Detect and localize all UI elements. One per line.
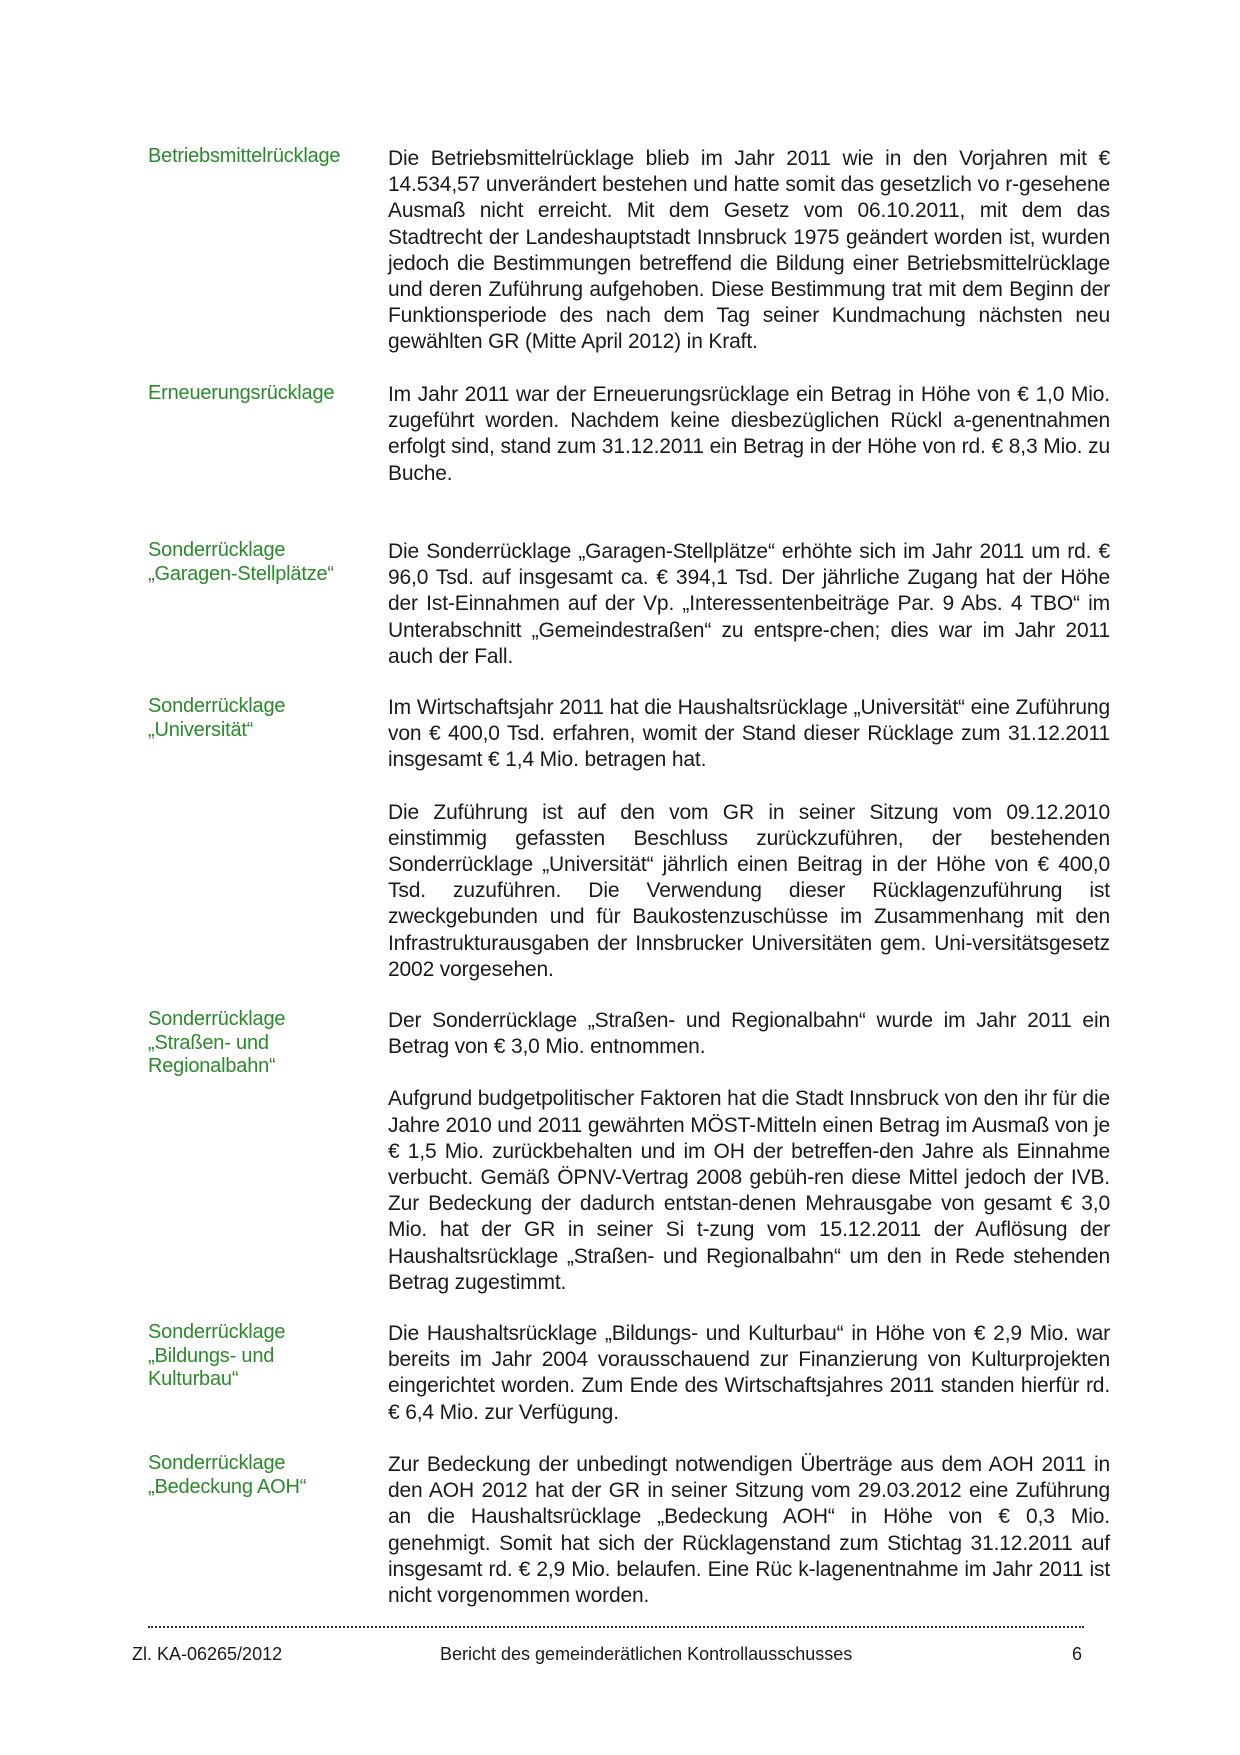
paragraph: Die Haushaltsrücklage „Bildungs- und Kulturbau“ in Höhe von € 2,9 Mio. war bereits im Jahr 2004 vorausschauend zur Finanzierung von Kulturprojekten eingerichtet worden. Zum Ende des Wirtschaftsjahres 2011 standen hierfür rd. € 6,4 Mio. zur Verfügung. bbox=[388, 1322, 1110, 1424]
page-number: 6 bbox=[1072, 1644, 1083, 1664]
label-line: Sonderrücklage bbox=[148, 1452, 286, 1474]
section-label bbox=[148, 145, 378, 169]
section-body bbox=[388, 1452, 1110, 1635]
label-line: Sonderrücklage bbox=[148, 1321, 286, 1343]
paragraph: Im Wirtschaftsjahr 2011 hat die Haushaltsrücklage „Universität“ eine Zuführung von € 400,0 Tsd. erfahren, womit der Stand dieser Rücklage zum 31.12.2011 insgesamt € 1,4 Mio. betragen hat. bbox=[388, 696, 1110, 772]
label-line: Erneuerungsrücklage bbox=[148, 382, 335, 404]
section-body bbox=[388, 695, 1110, 1009]
footer-divider bbox=[148, 1626, 1084, 1628]
label-line: „Universität“ bbox=[148, 718, 254, 741]
section-label bbox=[148, 1321, 378, 1392]
section-body bbox=[388, 146, 1110, 382]
section-label bbox=[148, 1008, 378, 1079]
label-line: Sonderrücklage bbox=[148, 539, 286, 561]
label-line: „Straßen- und bbox=[148, 1031, 269, 1054]
label-line: Sonderrücklage bbox=[148, 1008, 286, 1030]
label-line: Regionalbahn“ bbox=[148, 1055, 276, 1077]
paragraph: Zur Bedeckung der unbedingt notwendigen Überträge aus dem AOH 2011 in den AOH 2012 hat der GR in seiner Sitzung vom 29.03.2012 eine Zuführung an die Haushaltsrücklage „Bedeckung AOH“ in Höhe von € 0,3 Mio. genehmigt. Somit hat sich der Rücklagenstand zum Stichtag 31.12.2011 auf insgesamt rd. € 2,9 Mio. belaufen. Eine Rüc k-lagenentnahme im Jahr 2011 ist nicht vorgenommen worden. bbox=[388, 1453, 1110, 1608]
paragraph: Die Zuführung ist auf den vom GR in seiner Sitzung vom 09.12.2010 einstimmig gefassten Beschluss zurückzuführen, der bestehenden Sonderrücklage „Universität“ jährlich einen Beitrag in der Höhe von € 400,0 Tsd. zuzuführen. Die Verwendung dieser Rücklagenzuführung ist zweckgebunden und für Baukostenzuschüsse im Zusammenhang mit den Infrastrukturausgaben der Innsbrucker Universitäten gem. Uni-versitätsgesetz 2002 vorgesehen. bbox=[388, 800, 1110, 981]
section-body bbox=[388, 1321, 1110, 1452]
label-line: Sonderrücklage bbox=[148, 695, 286, 717]
label-line: „Bedeckung AOH“ bbox=[148, 1475, 307, 1498]
section-label bbox=[148, 382, 378, 406]
label-line: „Bildungs- und bbox=[148, 1344, 275, 1367]
section-body bbox=[388, 539, 1110, 696]
label-line: „Garagen-Stellplätze“ bbox=[148, 562, 334, 585]
footer-reference: Zl. KA-06265/2012 bbox=[132, 1644, 283, 1664]
paragraph: Aufgrund budgetpolitischer Faktoren hat die Stadt Innsbruck von den ihr für die Jahre 2010 und 2011 gewährten MÖST-Mitteln einen Betrag im Ausmaß von je € 1,5 Mio. zurückbehalten und im OH der betreffen-den Jahre als Einnahme verbucht. Gemäß ÖPNV-Vertrag 2008 gebüh-ren diese Mittel jedoch der IVB. Zur Bedeckung der dadurch entstan-denen Mehrausgabe von gesamt € 3,0 Mio. hat der GR in seiner Si t-zung vom 15.12.2011 der Auflösung der Haushaltsrücklage „Straßen- und Regionalbahn“ um den in Rede stehenden Betrag zugestimmt. bbox=[388, 1087, 1110, 1294]
paragraph: Im Jahr 2011 war der Erneuerungsrücklage ein Betrag in Höhe von € 1,0 Mio. zugeführt worden. Nachdem keine diesbezüglichen Rückl a-genentnahmen erfolgt sind, stand zum 31.12.2011 ein Betrag in der Höhe von rd. € 8,3 Mio. zu Buche. bbox=[388, 383, 1110, 485]
section-body bbox=[388, 1008, 1110, 1322]
paragraph: Die Betriebsmittelrücklage blieb im Jahr 2011 wie in den Vorjahren mit € 14.534,57 unverändert bestehen und hatte somit das gesetzlich vo r-gesehene Ausmaß nicht erreicht. Mit dem Gesetz vom 06.10.2011, mit dem das Stadtrecht der Landeshauptstadt Innsbruck 1975 geändert worden ist, wurden jedoch die Bestimmungen betreffend die Bildung einer Betriebsmittelrücklage und deren Zuführung aufgehoben. Diese Bestimmung trat mit dem Beginn der Funktionsperiode des nach dem Tag seiner Kundmachung nächsten neu gewählten GR (Mitte April 2012) in Kraft. bbox=[388, 147, 1110, 354]
section-label bbox=[148, 539, 378, 586]
section-body bbox=[388, 382, 1110, 513]
section-label bbox=[148, 695, 378, 742]
label-line: Kulturbau“ bbox=[148, 1368, 239, 1390]
paragraph: Die Sonderrücklage „Garagen-Stellplätze“ erhöhte sich im Jahr 2011 um rd. € 96,0 Tsd. auf insgesamt ca. € 394,1 Tsd. Der jährliche Zugang hat der Höhe der Ist-Einnahmen auf der Vp. „Interessentenbeiträge Par. 9 Abs. 4 TBO“ im Unterabschnitt „Gemeindestraßen“ zu entspre-chen; dies war im Jahr 2011 auch der Fall. bbox=[388, 540, 1110, 668]
footer-title: Bericht des gemeinderätlichen Kontrollausschusses bbox=[440, 1644, 853, 1664]
paragraph: Der Sonderrücklage „Straßen- und Regionalbahn“ wurde im Jahr 2011 ein Betrag von € 3,0 Mio. entnommen. bbox=[388, 1009, 1110, 1059]
section-label bbox=[148, 1452, 378, 1499]
label-line: Betriebsmittelrücklage bbox=[148, 145, 341, 167]
